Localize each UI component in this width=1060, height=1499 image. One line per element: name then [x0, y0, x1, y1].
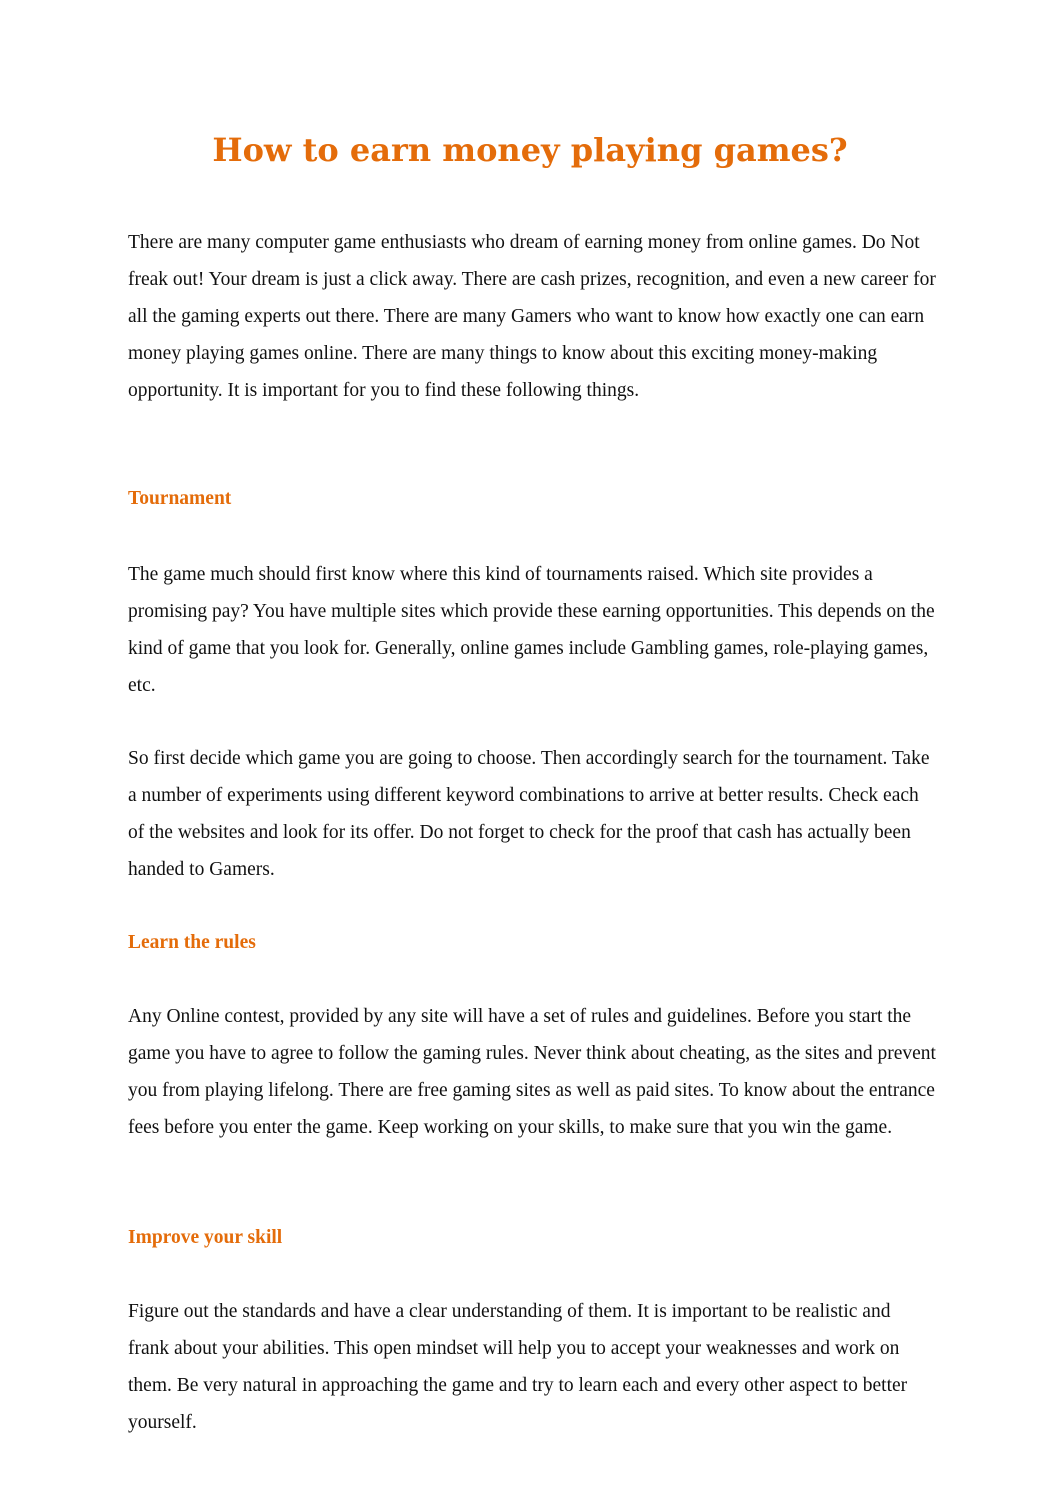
tournament-paragraph-2: So first decide which game you are going to choose. Then accordingly search for the tournament. Take a number of experiments using different keyword combinations to arrive at better results. Check each of the websites and look for its offer. Do not forget to check for the proof that cash has actually been handed to Gamers. — [128, 748, 930, 880]
section-heading-tournament: Tournament — [128, 488, 232, 509]
section-heading-learn-the-rules: Learn the rules — [128, 932, 256, 953]
section-heading-improve-your-skill: Improve your skill — [128, 1227, 283, 1248]
improve-your-skill-paragraph: Figure out the standards and have a clear understanding of them. It is important to be realistic and frank about your abilities. This open mindset will help you to accept your weaknesses and work on them. Be very natural in approaching the game and try to learn each and every other aspect to better yourself. — [128, 1301, 908, 1433]
document-title: How to earn money playing games? — [212, 131, 848, 169]
learn-the-rules-paragraph: Any Online contest, provided by any site will have a set of rules and guidelines. Before you start the game you have to agree to follow the gaming rules. Never think about cheating, as the sites and prevent you from playing lifelong. There are free gaming sites as well as paid sites. To know about the entrance fees before you enter the game. Keep working on your skills, to make sure that you win the game. — [128, 1006, 936, 1138]
intro-paragraph: There are many computer game enthusiasts who dream of earning money from online games. Do Not freak out! Your dream is just a click away. There are cash prizes, recognition, and even a new career for all the gaming experts out there. There are many Gamers who want to know how exactly one can earn money playing games online. There are many things to know about this exciting money-making opportunity. It is important for you to find these following things. — [128, 232, 936, 401]
tournament-paragraph-1: The game much should first know where this kind of tournaments raised. Which site provides a promising pay? You have multiple sites which provide these earning opportunities. This depends on the kind of game that you look for. Generally, online games include Gambling games, role-playing games, etc. — [128, 564, 935, 696]
